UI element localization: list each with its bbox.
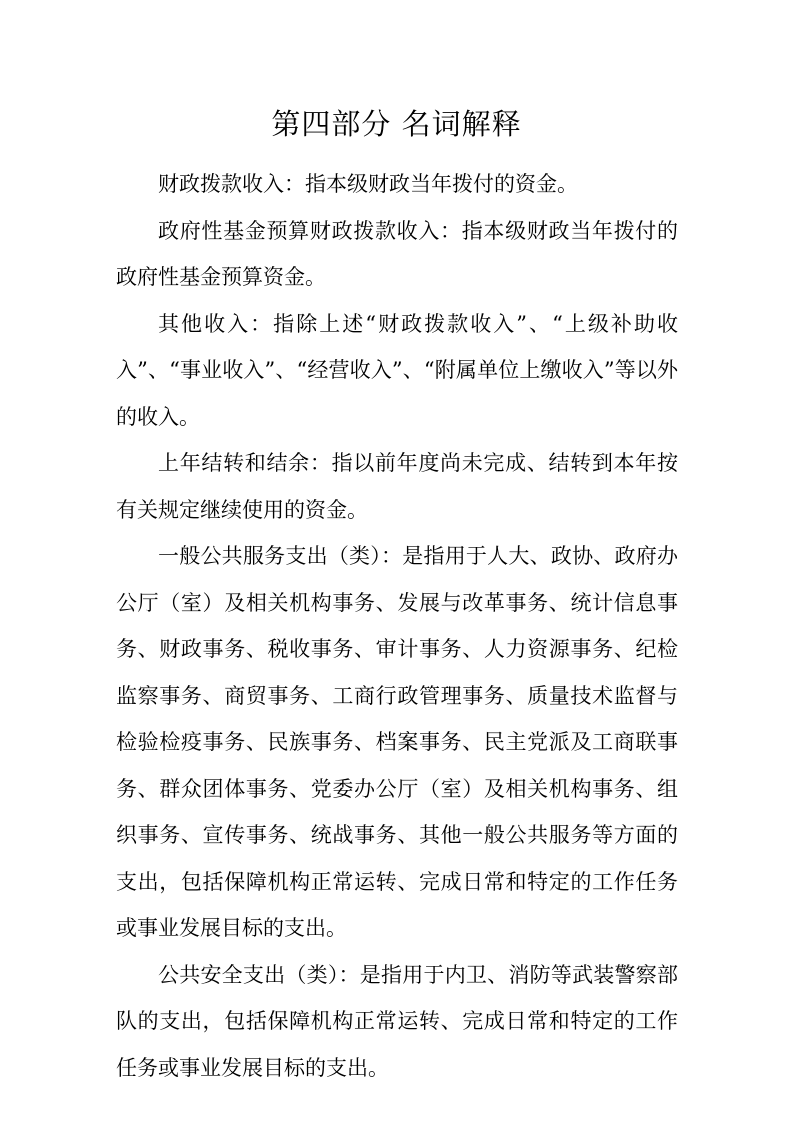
paragraph-public-security: 公共安全支出（类）：是指用于内卫、消防等武装警察部队的支出，包括保障机构正常运转、完成日常和特定的工作任务或事业发展目标的支出。 [116,962,678,1080]
page-title: 第四部分 名词解释 [271,107,522,141]
paragraph-carryover-balance: 上年结转和结余：指以前年度尚未完成、结转到本年按有关规定继续使用的资金。 [116,451,678,522]
paragraph-government-fund-income: 政府性基金预算财政拨款收入：指本级财政当年拨付的政府性基金预算资金。 [116,218,678,289]
paragraph-fiscal-allocation-income: 财政拨款收入：指本级财政当年拨付的资金。 [158,172,578,196]
paragraph-other-income: 其他收入：指除上述“财政拨款收入”、“上级补助收入”、“事业收入”、“经营收入”、“附属单位上缴收入”等以外的收入。 [116,311,678,429]
paragraph-general-public-services: 一般公共服务支出（类）：是指用于人大、政协、政府办公厅（室）及相关机构事务、发展与改革事务、统计信息事务、财政事务、税收事务、审计事务、人力资源事务、纪检监察事务、商贸事务、工商行政管理事务、质量技术监督与检验检疫事务、民族事务、档案事务、民主党派及工商联事务、群众团体事务、党委办公厅（室）及相关机构事务、组织事务、宣传事务、统战事务、其他一般公共服务等方面的支出，包括保障机构正常运转、完成日常和特定的工作任务或事业发展目标的支出。 [116,544,678,940]
document-body [116,161,678,1091]
